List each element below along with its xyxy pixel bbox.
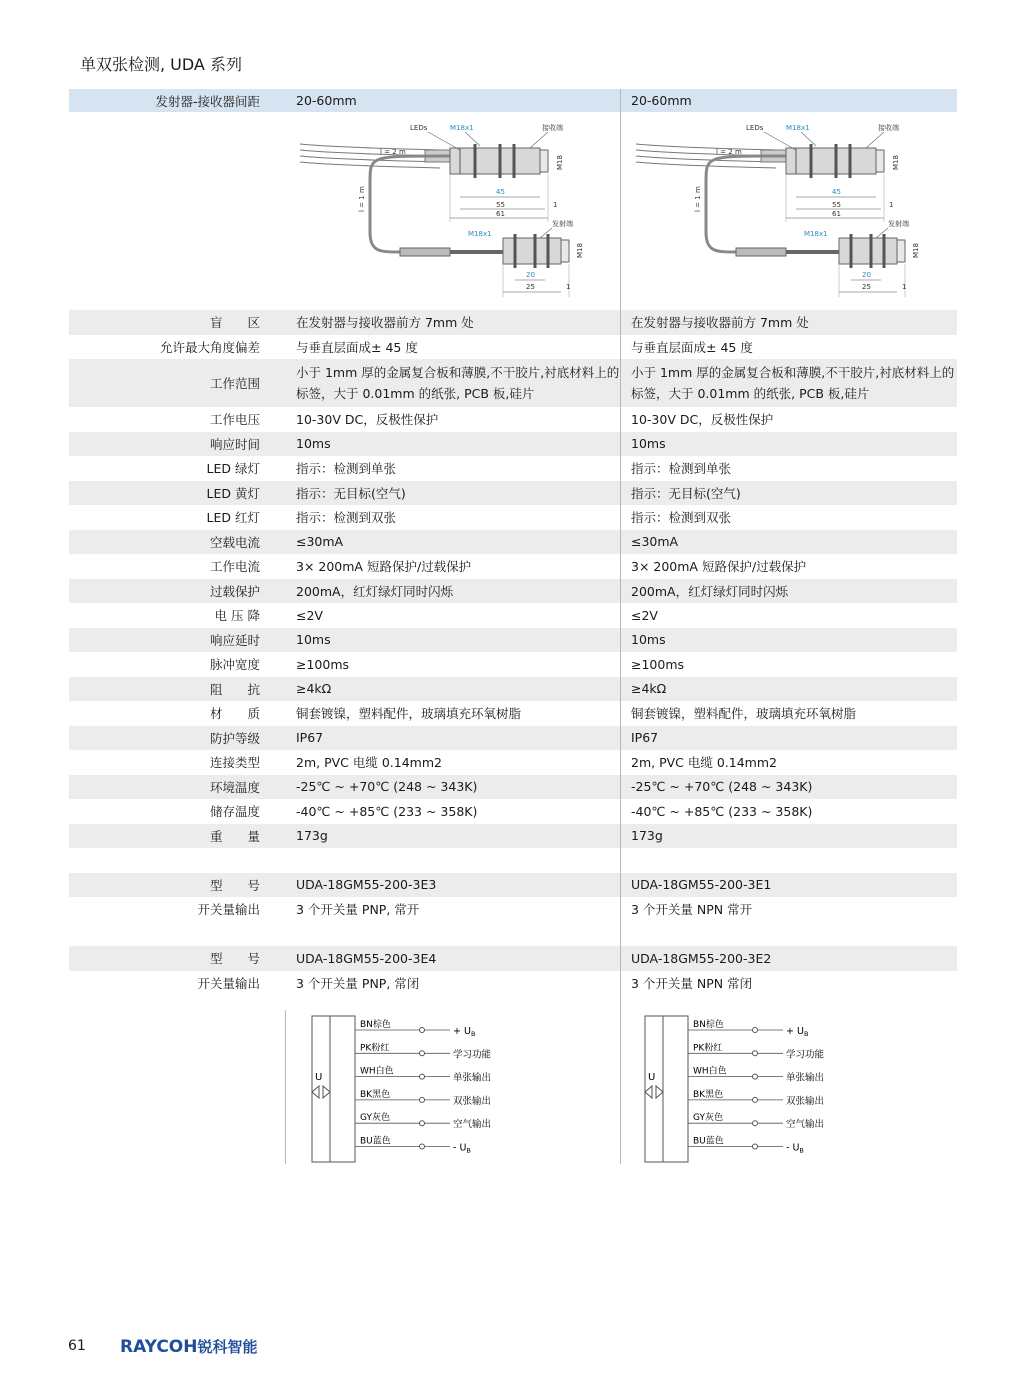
- spec-row: [69, 505, 957, 530]
- row-label: 工作电流: [209, 559, 260, 575]
- spec-row: [69, 799, 957, 824]
- spacer: [69, 922, 957, 947]
- cell-col1: -40℃ ~ +85℃ (233 ~ 358K): [296, 803, 478, 819]
- row-label: 储存温度: [209, 804, 260, 820]
- spec-row: [69, 359, 957, 407]
- row-label: 开关量输出: [197, 902, 260, 918]
- cell-col1: 10ms: [296, 632, 331, 648]
- wire-color-label: WH白色: [360, 1066, 394, 1077]
- signal-name: 双张输出: [786, 1095, 825, 1107]
- cell-col2: 2m, PVC 电缆 0.14mm2: [631, 755, 777, 771]
- signal-name: + U: [786, 1026, 804, 1037]
- cell-col1: 指示：无目标(空气): [296, 485, 406, 501]
- row-label: 响应时间: [209, 436, 260, 452]
- wire-color-label: GY灰色: [360, 1113, 391, 1124]
- brand-name: RAYCOH: [120, 1337, 198, 1357]
- cell-col1: ≥4kΩ: [296, 681, 332, 697]
- terminal-circle: [420, 1121, 425, 1126]
- signal-subscript: B: [466, 1146, 471, 1155]
- row-label: 重 量: [209, 828, 260, 844]
- cell-col2: 小于 1mm 厚的金属复合板和薄膜,不干胶片,衬底材料上的标签，大于 0.01mm 的纸张, PCB 板,硅片: [631, 365, 955, 401]
- cell-col1: UDA-18GM55-200-3E3: [296, 877, 437, 893]
- spec-row: [69, 750, 957, 775]
- row-label: 发射器-接收器间距: [155, 93, 260, 109]
- terminal-circle: [753, 1097, 758, 1102]
- signal-name: 双张输出: [453, 1095, 492, 1107]
- spec-row: [69, 335, 957, 360]
- cell-col1: 在发射器与接收器前方 7mm 处: [296, 315, 474, 331]
- row-label: 连接类型: [209, 755, 260, 771]
- cell-col2: ≤2V: [631, 607, 658, 623]
- row-label: 空载电流: [209, 534, 260, 550]
- cell-col1: 173g: [296, 828, 328, 844]
- cell-col2: ≥4kΩ: [631, 681, 667, 697]
- terminal-circle: [420, 1144, 425, 1149]
- sensor-block: [645, 1016, 688, 1162]
- sensor-u-label: U: [315, 1072, 323, 1083]
- terminal-circle: [753, 1121, 758, 1126]
- wire-color-label: PK粉红: [360, 1043, 390, 1054]
- drawing-right: [636, 123, 920, 297]
- signal-label: [453, 1095, 491, 1107]
- signal-label: [786, 1072, 824, 1084]
- cell-col2: 10ms: [631, 632, 666, 648]
- cell-col2: 200mA，红灯绿灯同时闪烁: [631, 583, 789, 599]
- wire-color-label: BN棕色: [693, 1020, 724, 1030]
- wiring-right: [645, 1016, 824, 1162]
- brand-logo: [120, 1336, 258, 1357]
- cell-col2: UDA-18GM55-200-3E1: [631, 877, 772, 893]
- row-label: 允许最大角度偏差: [159, 339, 260, 355]
- cell-col2: 3 个开关量 NPN 常闭: [631, 975, 753, 991]
- cell-col1: 与垂直层面成± 45 度: [296, 339, 418, 355]
- row-label: 型 号: [209, 877, 260, 893]
- spacer: [69, 848, 957, 873]
- spec-table: [69, 89, 957, 112]
- row-label: 工作范围: [209, 376, 260, 391]
- signal-name: - U: [453, 1142, 467, 1154]
- signal-label: [786, 1048, 824, 1060]
- dimension-drawings: LEDs M18x1 接收端 l = 2 m M18 l = 1 m 45 55 61 1 M18x1 发射端 M18 20 25 1: [0, 112, 1026, 312]
- row-label: LED 红灯: [206, 510, 260, 526]
- cell-col1: 小于 1mm 厚的金属复合板和薄膜,不干胶片,衬底材料上的标签，大于 0.01mm 的纸张, PCB 板,硅片: [296, 365, 620, 401]
- spec-row: [69, 456, 957, 481]
- spec-row: [69, 628, 957, 653]
- cell-col2: 10ms: [631, 436, 666, 452]
- signal-label: [453, 1143, 471, 1155]
- signal-subscript: B: [470, 1030, 476, 1038]
- spec-row: [69, 652, 957, 677]
- signal-name: 单张输出: [453, 1072, 492, 1084]
- spec-row: [69, 530, 957, 555]
- drawing-left: [300, 123, 584, 297]
- signal-label: [786, 1026, 808, 1038]
- row-label: 开关量输出: [197, 975, 260, 991]
- cell-col2: 与垂直层面成± 45 度: [631, 339, 753, 355]
- cell-col1: 10-30V DC，反极性保护: [296, 412, 439, 428]
- cell-col1: 指示：检测到单张: [296, 461, 397, 477]
- spec-row: [69, 310, 957, 335]
- row-label: LED 绿灯: [206, 461, 260, 477]
- sensor-block: [312, 1016, 355, 1162]
- signal-name: 学习功能: [786, 1049, 825, 1061]
- spec-row: [69, 432, 957, 457]
- spec-row: [69, 824, 957, 849]
- spec-row: [69, 897, 957, 922]
- cell-col1: 3 个开关量 PNP, 常闭: [296, 975, 420, 991]
- sensor-u-label: U: [648, 1072, 656, 1083]
- terminal-circle: [420, 1097, 425, 1102]
- signal-label: [786, 1095, 824, 1107]
- spec-row: [69, 726, 957, 751]
- signal-label: [786, 1118, 824, 1130]
- spec-rows: [69, 310, 957, 995]
- signal-label: [453, 1118, 491, 1130]
- signal-name: 单张输出: [786, 1072, 825, 1084]
- cell-col2: IP67: [631, 730, 659, 746]
- cell-col2: 指示：无目标(空气): [631, 485, 741, 501]
- cell-col1: 3 个开关量 PNP, 常开: [296, 902, 420, 918]
- terminal-circle: [753, 1051, 758, 1056]
- cell-col1: ≥100ms: [296, 656, 350, 672]
- cell-col1: 10ms: [296, 436, 331, 452]
- spec-row: [69, 946, 957, 971]
- cell-col1: ≤30mA: [296, 534, 344, 550]
- cell-col2: -25℃ ~ +70℃ (248 ~ 343K): [631, 779, 813, 795]
- cell-col2: 20-60mm: [631, 93, 692, 108]
- wire-color-label: PK粉红: [693, 1043, 723, 1054]
- wiring-left: [312, 1016, 491, 1162]
- spec-row: [69, 407, 957, 432]
- row-label: 防护等级: [209, 730, 260, 746]
- cell-col1: ≤2V: [296, 607, 323, 623]
- row-label: 过载保护: [209, 583, 260, 599]
- signal-name: 空气输出: [453, 1119, 492, 1131]
- signal-label: [453, 1048, 491, 1060]
- row-label: 材 质: [209, 706, 260, 722]
- row-label: 环境温度: [209, 779, 260, 795]
- brand-name-cn: 锐科智能: [197, 1338, 258, 1356]
- cell-col2: ≤30mA: [631, 534, 679, 550]
- wire-color-label: WH白色: [693, 1066, 727, 1077]
- signal-subscript: B: [799, 1146, 804, 1155]
- page-title: 单双张检测, UDA 系列: [80, 55, 242, 74]
- distance-row: [69, 89, 957, 112]
- cell-col2: 铜套镀镍，塑料配件，玻璃填充环氧树脂: [631, 706, 857, 722]
- spec-row: [69, 971, 957, 996]
- cell-col1: 200mA，红灯绿灯同时闪烁: [296, 583, 454, 599]
- wire-color-label: GY灰色: [693, 1113, 724, 1124]
- row-label: 脉冲宽度: [209, 657, 260, 673]
- cell-col2: 指示：检测到单张: [631, 461, 732, 477]
- row-label: 工作电压: [209, 412, 260, 428]
- spec-row: [69, 554, 957, 579]
- signal-label: [453, 1026, 475, 1038]
- cell-col1: 指示：检测到双张: [296, 510, 397, 526]
- signal-name: + U: [453, 1026, 471, 1037]
- terminal-circle: [753, 1074, 758, 1079]
- wire-color-label: BK黑色: [360, 1089, 391, 1100]
- page-number: 61: [68, 1338, 86, 1354]
- signal-name: - U: [786, 1142, 800, 1154]
- cell-col2: 3 个开关量 NPN 常开: [631, 902, 753, 918]
- wiring-diagrams: [0, 1008, 1026, 1168]
- spec-row: [69, 481, 957, 506]
- cell-col1: 3× 200mA 短路保护/过载保护: [296, 559, 472, 575]
- cell-col1: 铜套镀镍，塑料配件，玻璃填充环氧树脂: [296, 706, 522, 722]
- row-label: 阻 抗: [209, 681, 260, 697]
- signal-label: [453, 1072, 491, 1084]
- wire-color-label: BU蓝色: [360, 1136, 391, 1147]
- cell-col1: 2m, PVC 电缆 0.14mm2: [296, 755, 442, 771]
- terminal-circle: [420, 1028, 425, 1033]
- signal-name: 空气输出: [786, 1119, 825, 1131]
- cell-col2: ≥100ms: [631, 656, 685, 672]
- column-divider: [620, 89, 621, 1164]
- cell-col1: UDA-18GM55-200-3E4: [296, 950, 437, 966]
- cell-col2: -40℃ ~ +85℃ (233 ~ 358K): [631, 803, 813, 819]
- spec-row: [69, 677, 957, 702]
- signal-subscript: B: [803, 1030, 809, 1038]
- spec-row: [69, 579, 957, 604]
- cell-col1: IP67: [296, 730, 324, 746]
- cell-col2: UDA-18GM55-200-3E2: [631, 950, 772, 966]
- cell-col2: 3× 200mA 短路保护/过载保护: [631, 559, 807, 575]
- row-label: 响应延时: [209, 632, 260, 648]
- terminal-circle: [420, 1051, 425, 1056]
- cell-col2: 指示：检测到双张: [631, 510, 732, 526]
- terminal-circle: [753, 1144, 758, 1149]
- cell-col2: 173g: [631, 828, 663, 844]
- spec-row: [69, 873, 957, 898]
- wire-color-label: BN棕色: [360, 1020, 391, 1030]
- terminal-circle: [753, 1028, 758, 1033]
- row-label: 盲 区: [209, 315, 260, 331]
- wire-color-label: BK黑色: [693, 1089, 724, 1100]
- row-label: 电 压 降: [214, 608, 260, 624]
- cell-col1: 20-60mm: [296, 93, 357, 108]
- spec-row: [69, 701, 957, 726]
- wire-color-label: BU蓝色: [693, 1136, 724, 1147]
- cell-col2: 在发射器与接收器前方 7mm 处: [631, 315, 809, 331]
- cell-col1: -25℃ ~ +70℃ (248 ~ 343K): [296, 779, 478, 795]
- spec-row: [69, 603, 957, 628]
- signal-name: 学习功能: [453, 1049, 492, 1061]
- spec-row: [69, 775, 957, 800]
- row-label: 型 号: [209, 951, 260, 967]
- terminal-circle: [420, 1074, 425, 1079]
- cell-col2: 10-30V DC，反极性保护: [631, 412, 774, 428]
- row-label: LED 黄灯: [206, 485, 260, 501]
- signal-label: [786, 1143, 804, 1155]
